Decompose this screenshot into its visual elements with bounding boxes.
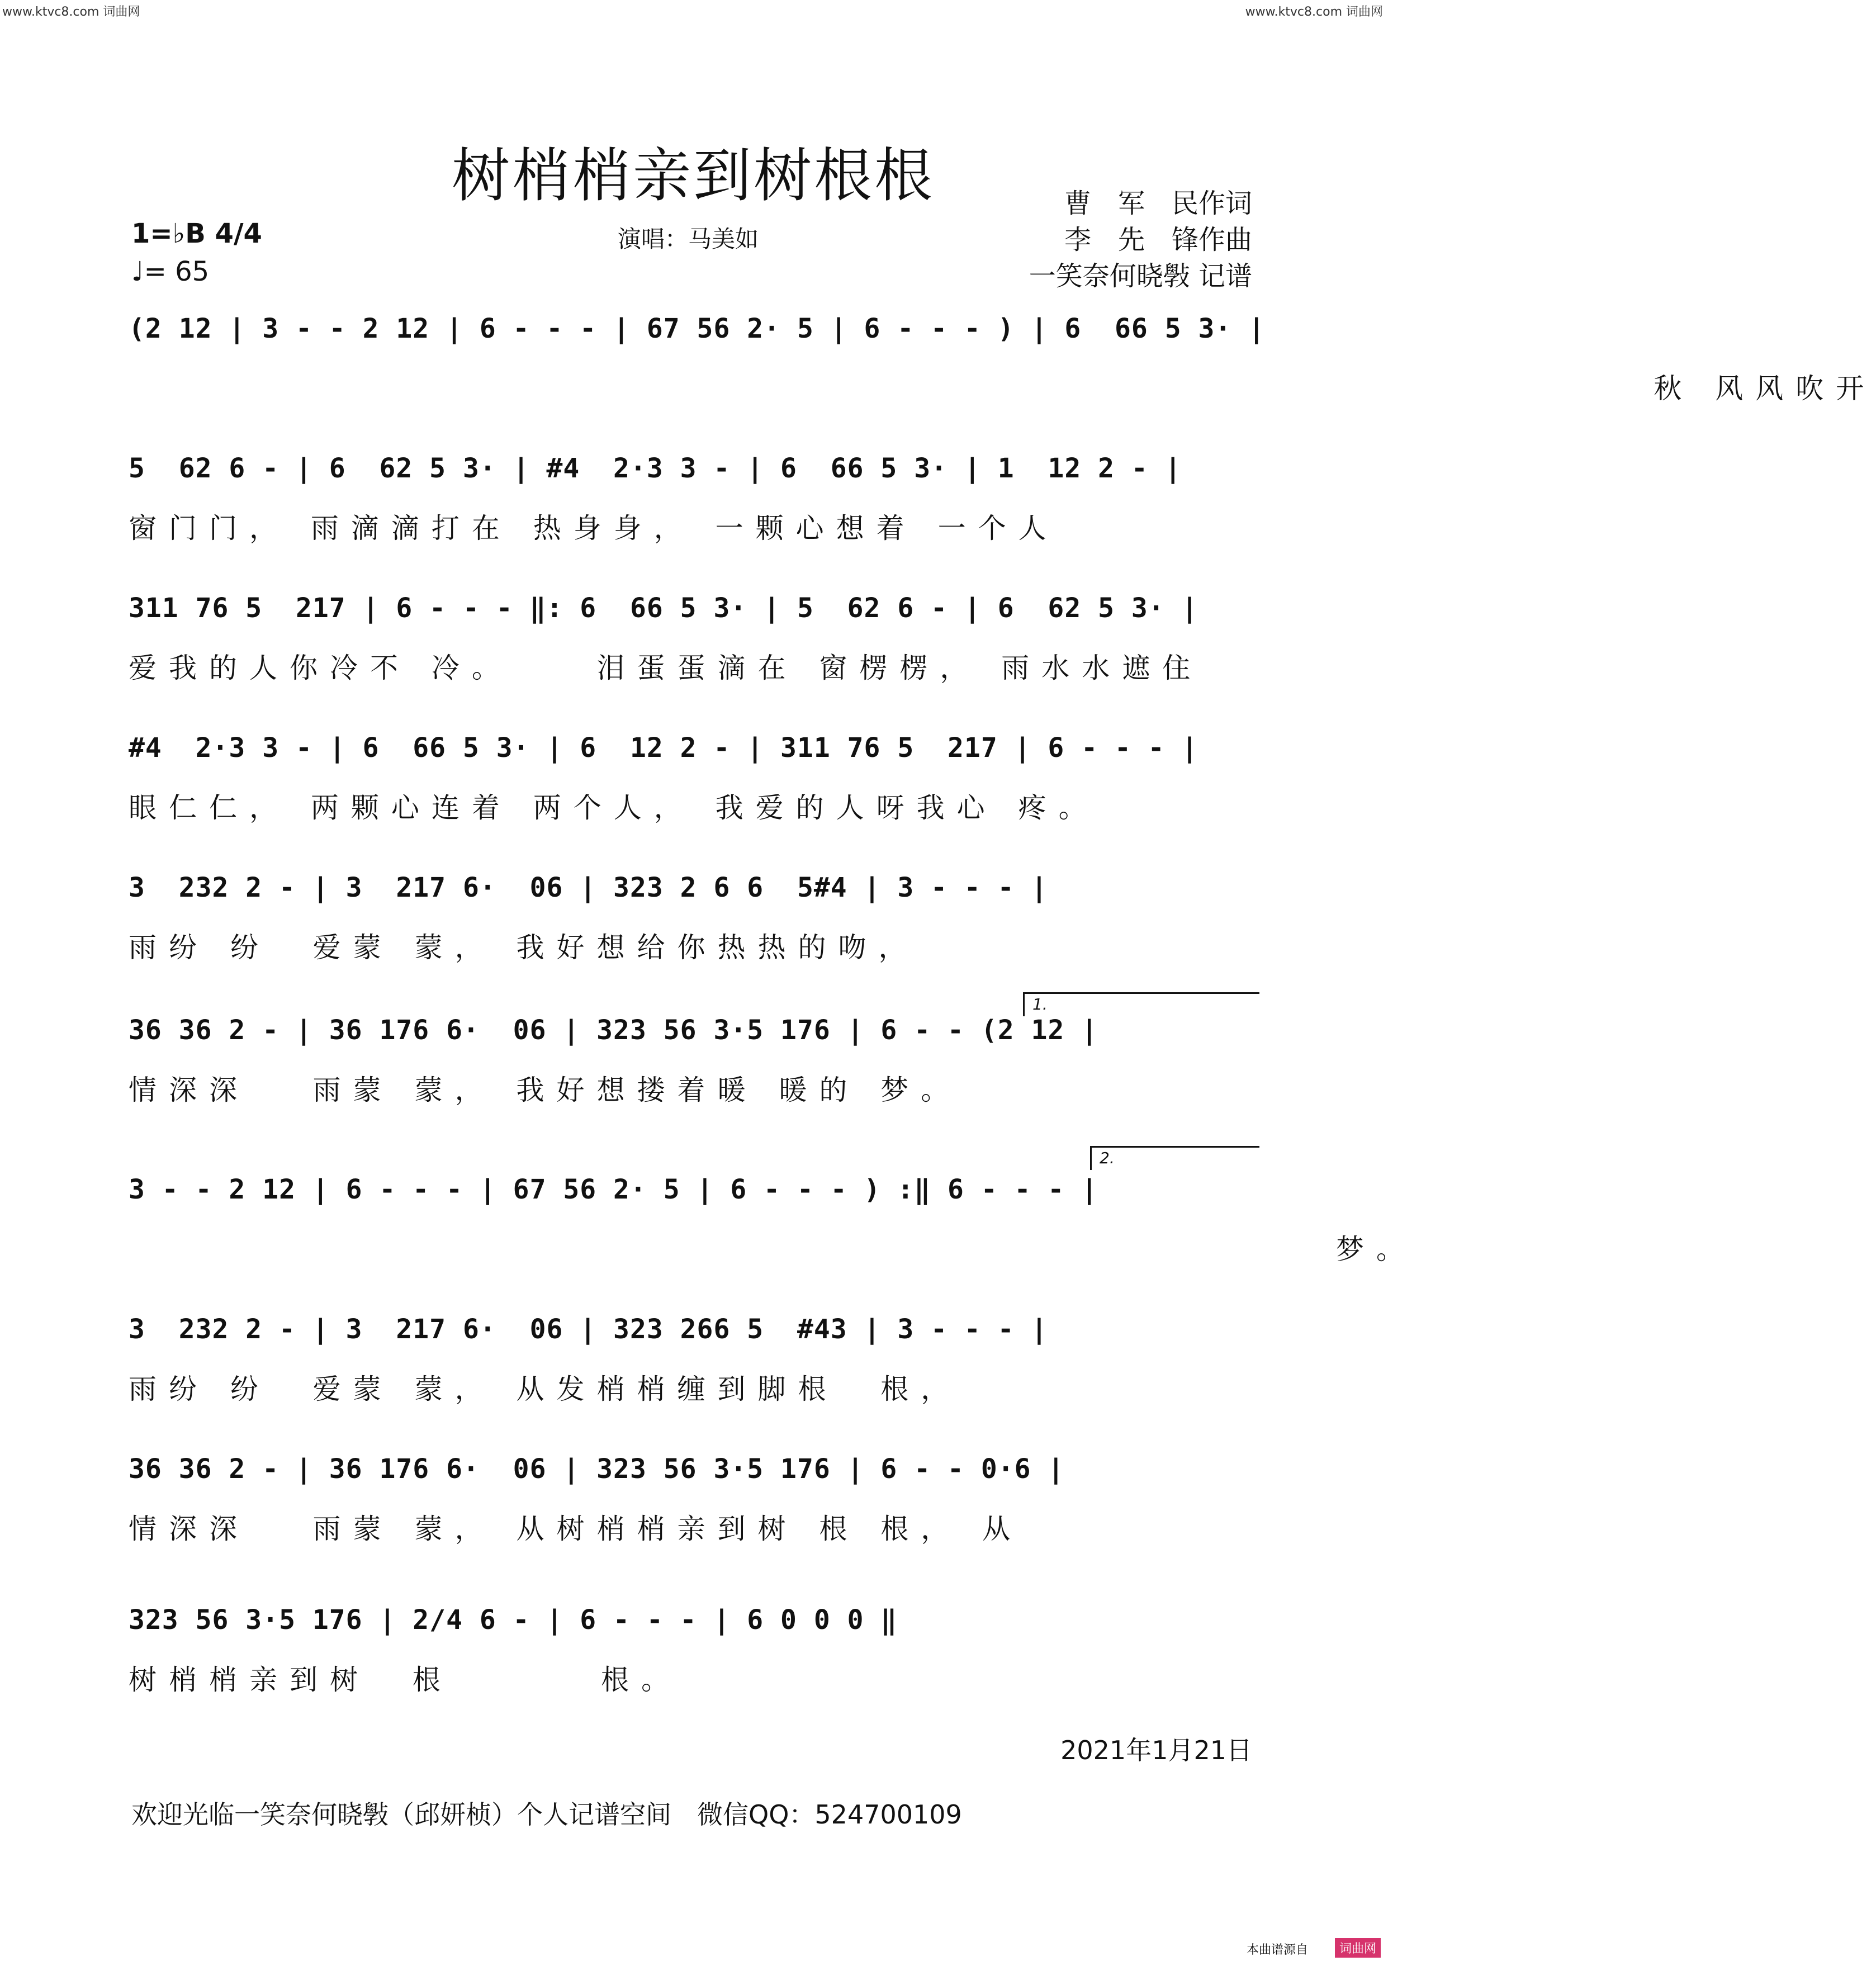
transcription-date: 2021年1月21日 [1060,1735,1252,1765]
score-line-10 [129,1604,1258,1744]
tempo-marking: ♩= 65 [131,256,210,287]
score-line-3 [129,593,1258,732]
lyrics: 雨纷 纷 爱蒙 蒙， 从发梢梢缠到脚根 根， [129,1373,961,1405]
song-title: 树梢梢亲到树根根 [451,141,935,210]
notation: 311 76 5 217 | 6 - - - ‖: 6 66 5 3· | 5 62 6 - | 6 62 5 3· | [129,593,1198,624]
notation: 36 36 2 - | 36 176 6· 06 | 323 56 3·5 176 | 6 - - 0·6 | [129,1453,1065,1485]
lyricist-credit: 曹 军 民作词 [1064,188,1252,219]
notation: (2 12 | 3 - - 2 12 | 6 - - - | 67 56 2· 5 | 6 - - - ) | 6 66 5 3· | [129,313,1266,344]
score-line-9 [129,1453,1258,1593]
score-line-6 [129,995,1258,1154]
notation: 3 - - 2 12 | 6 - - - | 67 56 2· 5 | 6 - - - ) :‖ 6 - - - | [129,1174,1098,1205]
lyrics: 情深深 雨蒙 蒙， 从树梢梢亲到树 根 根， 从 [129,1513,1023,1545]
lyrics: 树梢梢亲到树 根 根。 [129,1664,682,1696]
score-line-1 [129,313,1876,453]
score-line-5 [129,872,1258,1012]
notation: 323 56 3·5 176 | 2/4 6 - | 6 - - - | 6 0 0 0 ‖ [129,1604,898,1636]
key-signature: 1=♭B 4/4 [131,218,262,249]
notation: 3 232 2 - | 3 217 6· 06 | 323 2 6 6 5#4 | 3 - - - | [129,872,1048,903]
lyrics: 眼仁仁， 两颗心连着 两个人， 我爱的人呀我心 疼。 [129,792,1099,824]
site-watermark-left: www.ktvc8.com 词曲网 [2,5,140,19]
notation: #4 2·3 3 - | 6 66 5 3· | 6 12 2 - | 311 76 5 217 | 6 - - - | [129,732,1198,764]
notation: 3 232 2 - | 3 217 6· 06 | 323 266 5 #43 | 3 - - - | [129,1314,1048,1345]
source-label: 本曲谱源自 [1246,1943,1308,1957]
score-line-4 [129,732,1258,872]
lyrics: 情深深 雨蒙 蒙， 我好想搂着暖 暖的 梦。 [129,1074,961,1106]
lyrics: 爱我的人你冷不 冷。 泪蛋蛋滴在 窗楞楞， 雨水水遮住 [129,652,1203,684]
notation: 5 62 6 - | 6 62 5 3· | #4 2·3 3 - | 6 66 5 3· | 1 12 2 - | [129,453,1182,484]
volta-bracket-1: 1. [1023,992,1259,1016]
site-watermark-right: www.ktvc8.com 词曲网 [1245,5,1383,19]
composer-credit: 李 先 锋作曲 [1064,224,1252,255]
score-line-2 [129,453,1258,593]
score-line-7 [129,1149,1417,1314]
singer-credit: 演唱：马美如 [618,225,759,253]
footer-note: 欢迎光临一笑奈何晓斅（邱妍桢）个人记谱空间 微信QQ：524700109 [131,1799,962,1830]
volta-bracket-2: 2. [1090,1146,1259,1170]
transcriber-credit: 一笑奈何晓斅 记谱 [1029,260,1252,292]
lyrics: 雨纷 纷 爱蒙 蒙， 我好想给你热热的吻， [129,931,919,964]
notation: 36 36 2 - | 36 176 6· 06 | 323 56 3·5 176 | 6 - - (2 12 | [129,1015,1098,1046]
lyrics: 窗门门， 雨滴滴打在 热身身， 一颗心想着 一个人 [129,512,1059,544]
lyrics: 秋 风风吹开 [129,372,1876,405]
site-badge: 词曲网 [1335,1938,1381,1958]
score-line-8 [129,1314,1258,1453]
lyrics: 梦。 [129,1233,1417,1266]
